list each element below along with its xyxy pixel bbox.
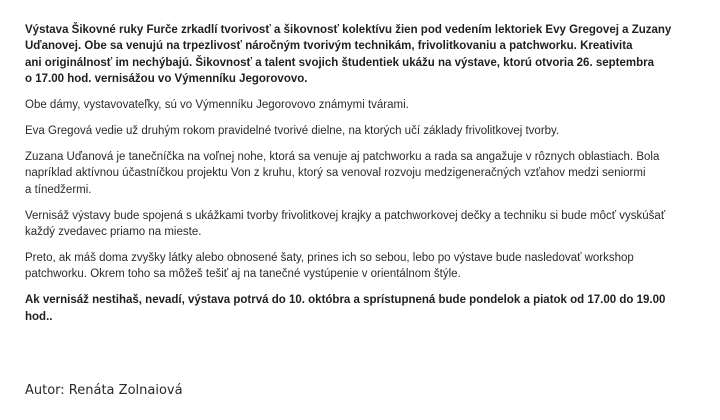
paragraph-vernissage <box>25 208 697 241</box>
paragraph-eva-gregova <box>25 123 697 139</box>
text-line: Obe dámy, vystavovateľky, sú vo Výmenníku Jegorovovo známymi tvárami. <box>25 99 409 112</box>
text-line: Výstava Šikovné ruky Furče zrkadlí tvorivosť a šikovnosť kolektívu žien pod vedením lektoriek Evy Gregovej a Zuzany <box>25 24 672 36</box>
text-line: napríklad aktívnou účastníčkou projektu Von z kruhu, ktorý sa venoval rozvoju medzigeneračných vzťahov medzi seniormi <box>25 167 646 180</box>
paragraph-workshop <box>25 250 697 283</box>
text-line: ani originálnosť im nechýbajú. Šikovnosť a talent svojich študentiek ukážu na výstave, ktorú otvoria 26. septembra <box>25 56 655 69</box>
paragraph-zuzana-udanova <box>25 149 697 198</box>
text-line: Ak vernisáž nestihaš, nevadí, výstava potrvá do 10. októbra a sprístupnená bude pondelok a piatok od 17.00 do 19.00 <box>25 294 666 307</box>
text-line: o 17.00 hod. vernisážou vo Výmenníku Jegorovovo. <box>25 73 308 86</box>
text-line: Zuzana Uďanová je tanečníčka na voľnej nohe, ktorá sa venuje aj patchworku a rada sa angažuje v rôznych oblastiach. Bola <box>25 150 660 163</box>
text-line: Eva Gregová vedie už druhým rokom pravidelné tvorivé dielne, na ktorých učí základy frivolitkovej tvorby. <box>25 125 560 138</box>
intro-paragraph <box>25 22 697 88</box>
text-line: každý zvedavec priamo na mieste. <box>25 226 202 239</box>
paragraph-exhibitors <box>25 97 697 113</box>
text-line: a tínedžermi. <box>25 183 92 196</box>
text-line: hod.. <box>25 310 53 323</box>
article-body <box>25 22 697 335</box>
text-line: Vernisáž výstavy bude spojená s ukážkami tvorby frivolitkovej krajky a patchworkovej dečky a techniku si bude môcť vyskúšať <box>25 209 666 222</box>
text-line: Uďanovej. Obe sa venujú na trpezlivosť náročným tvorivým technikám, frivolitkovaniu a patchworku. Kreativita <box>25 40 633 53</box>
text-line: patchworku. Okrem toho sa môžeš tešiť aj na tanečné vystúpenie v orientálnom štýle. <box>25 268 461 281</box>
closing-paragraph <box>25 292 697 325</box>
text-line: Preto, ak máš doma zvyšky látky alebo obnosené šaty, prines ich so sebou, lebo po výstave bude nasledovať workshop <box>25 251 634 264</box>
author-byline: Autor: Renáta Zolnaiová <box>25 383 183 398</box>
